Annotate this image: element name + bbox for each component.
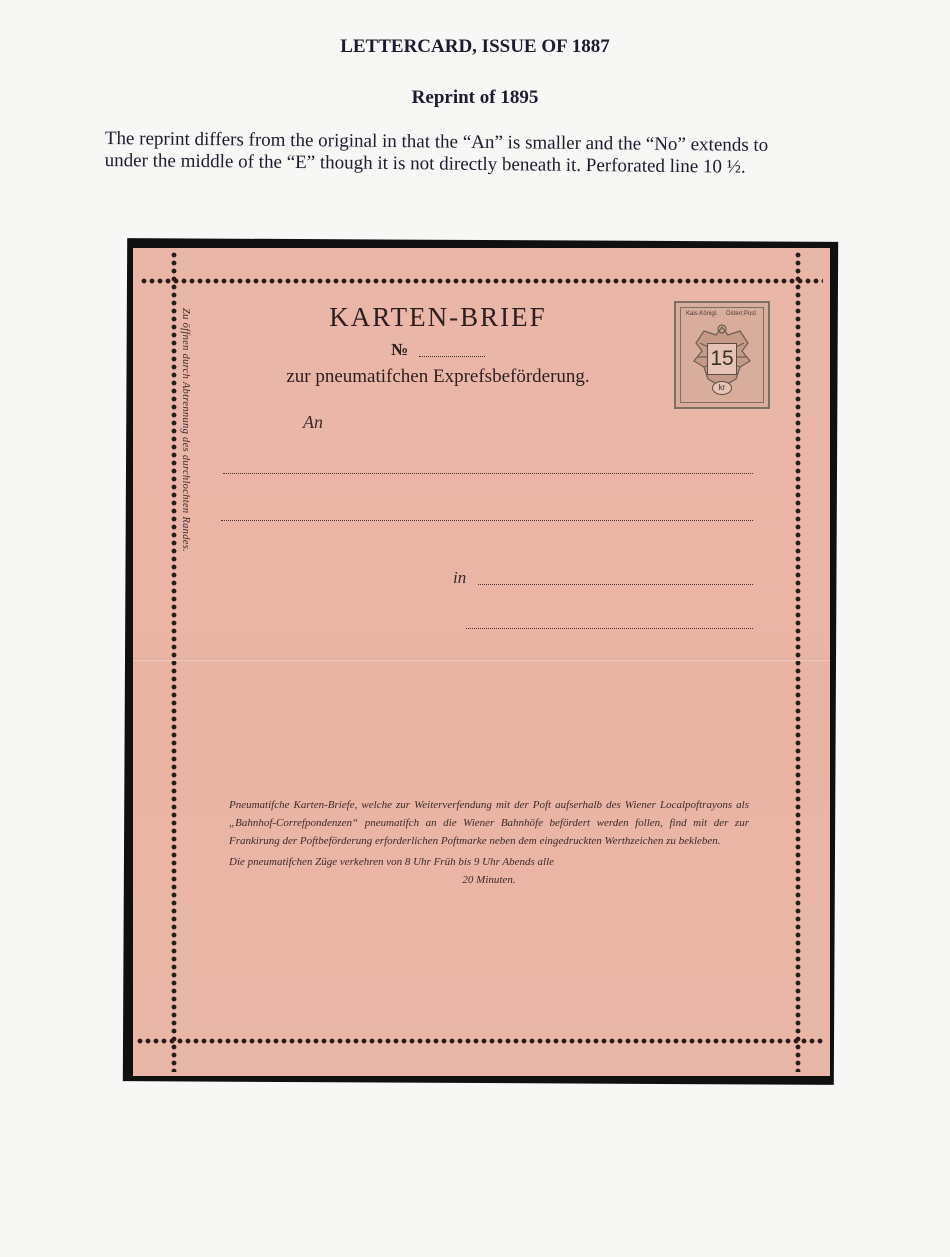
- stamp-lettering-right: Österr.Post: [725, 311, 756, 317]
- instructions-paragraph: Pneumatifche Karten-Briefe, welche zur Weiterverfendung mit der Poft aufserhalb des Wiener Localpoftrayons als „Bahnhof-Correfpondenzen“ pneumatifch an die Wiener Bahnhöfe befördert werden follen, find mit der zur Frankirung der Poftbeförderung erforderlichen Poftmarke neben dem eingedruckten Werthzeichen zu bekleben.: [229, 799, 749, 847]
- card-title: KARTEN-BRIEF: [329, 302, 547, 332]
- perforation-bottom: [137, 1038, 823, 1044]
- instructions-interval: 20 Minuten.: [462, 874, 516, 886]
- perforation-top: [141, 278, 823, 284]
- description-line: The reprint differs from the original in that the “An” is smaller and the “No” extends to: [104, 128, 769, 156]
- city-label: in: [453, 568, 467, 587]
- instructions-schedule: Die pneumatifchen Züge verkehren von 8 Uhr Früh bis 9 Uhr Abends alle: [229, 856, 555, 868]
- address-label: An: [303, 412, 323, 432]
- page-subheading: Reprint of 1895: [411, 87, 539, 108]
- page-description: [105, 128, 845, 180]
- instructions: [229, 796, 749, 889]
- description-line: under the middle of the “E” though it is not directly beneath it. Perforated line 10 ½.: [104, 149, 746, 178]
- city-line-1: [478, 584, 753, 585]
- imprinted-stamp: [674, 301, 770, 409]
- page-heading: LETTERCARD, ISSUE OF 1887: [340, 36, 610, 57]
- address-line-1: [223, 473, 753, 474]
- number-label: №: [391, 340, 409, 359]
- fold-line: [133, 658, 830, 661]
- side-instruction-text: Zu öffnen durch Abtrennung des durchlochten Randes.: [180, 308, 191, 553]
- address-line-2: [221, 520, 753, 521]
- stamp-unit: kr: [712, 381, 732, 395]
- city-line-2: [466, 628, 753, 629]
- lettercard: [133, 248, 830, 1076]
- stamp-lettering: [686, 311, 756, 317]
- side-instruction: [177, 308, 193, 648]
- perforation-right: [795, 252, 801, 1072]
- card-subtitle: zur pneumatifchen Exprefsbeförderung.: [286, 366, 590, 387]
- stamp-lettering-left: Kais.Königl.: [686, 311, 718, 317]
- number-line: [419, 356, 485, 357]
- stamp-value: 15: [707, 343, 737, 375]
